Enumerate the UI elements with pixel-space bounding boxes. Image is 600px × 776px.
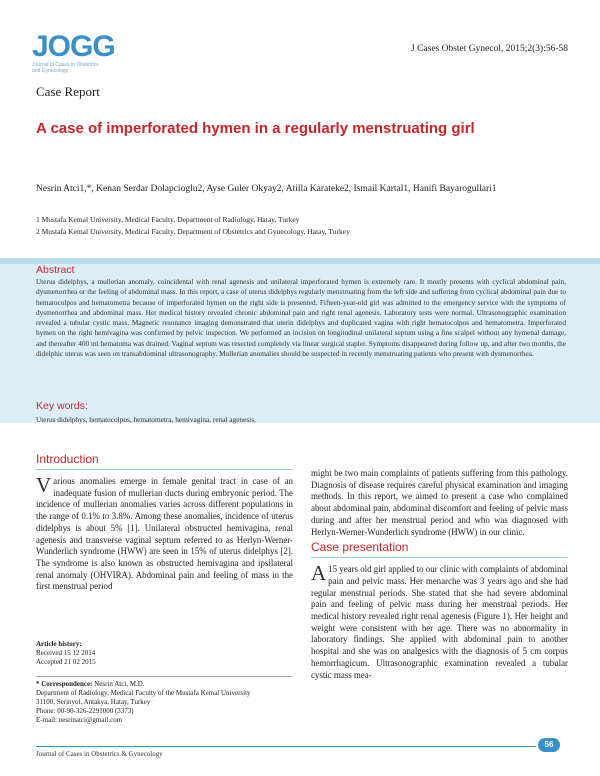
case-presentation-text	[311, 561, 568, 681]
article-type: Case Report	[36, 84, 100, 99]
logo-subtitle: Journal of Cases in Obstetrics and Gynecology	[32, 62, 99, 74]
affiliation-1: 1 Mustafa Kemal University, Medical Faculty, Department of Radiology, Hatay, Turkey	[36, 215, 300, 224]
citation: J Cases Obstet Gynecol, 2015;2(3):56-58	[411, 44, 568, 54]
affiliations	[36, 214, 576, 238]
right-column	[311, 468, 568, 681]
case-presentation-heading: Case presentation	[311, 540, 568, 558]
abstract-box	[0, 258, 600, 423]
introduction-heading: Introduction	[36, 452, 293, 470]
logo-letters: JOGG	[32, 30, 115, 63]
left-column	[36, 452, 293, 593]
authors: Nesrin Atci1,*, Kenan Serdar Dolapcioglu2, Ayse Guler Okyay2, Atilla Karateke2, Ismail Kartal1, Hanifi Bayarogullari1	[36, 184, 497, 194]
case-presentation-body: 15 years old girl applied to our clinic with complaints of abdominal pain and pelvic mass. Her menarche was 3 years ago and she had regular menstrual periods. She stated that she had severe abdominal pain and feeling of pelvic mass during her menstrual periods. Her medical history revealed right renal agenesis (Figure 1). Her height and weight were consistent with her age. There was no abnormality in laboratory findings. She applied with abdominal pain to another hospital and she was on analgesics with the diagnosis of 5 cm corpus hemorrhagicum. Ultrasonographic examination revealed a tubular cystic mass mea-	[311, 564, 568, 680]
keywords-heading: Key words:	[36, 400, 88, 412]
introduction-body: arious anomalies emerge in female genital tract in case of an inadequate fusion of mullerian ducts during embryonic period. The incidence of mullerian anomalies varies across different populations in the range of 0.1% to 3.8%. Among these anomalies, incidence of uterus didelphys is about 5% [1]. Unilateral obstructed hemivagina, renal agenesis and transverse vaginal septum referred to as Herlyn-Werner-Wunderlich syndrome (HWW) are seen in 15% of uterus didelphys [2]. The syndrome is also known as obstructed hemivagina and ipsilateral renal anomaly (OHVIRA). Abdominal pain and feeling of mass in the first menstrual period	[36, 476, 293, 592]
correspondence-email: E-mail: nesrinatci@gmail.com	[36, 716, 123, 724]
history-accepted: Accepted 21 02 2015	[36, 658, 96, 666]
affiliation-2: 2 Mustafa Kemal University, Medical Faculty, Department of Obstetrics and Gynecology, Hatay, Turkey	[36, 227, 350, 236]
introduction-continuation: might be two main complaints of patients suffering from this pathology. Diagnosis of disease requires careful physical examination and imaging methods. In this report, we aimed to present a case who complained about abdominal pain, abdominal discomfort and feeling of pelvic mass during and after her menstrual period and who was diagnosed with Herlyn-Werner-Wunderlich syndrome (HWW) in our clinic.	[311, 468, 568, 537]
abstract-heading: Abstract	[36, 264, 75, 276]
introduction-text	[36, 473, 293, 593]
history-heading: Article history:	[36, 640, 82, 648]
article-title: A case of imperforated hymen in a regularly menstruating girl	[36, 120, 475, 137]
article-history	[36, 640, 293, 667]
keywords-text: Uterus didelphys, hematocolpos, hematometra, hemivagina, renal agenesis.	[36, 415, 256, 424]
case-dropcap: A	[311, 561, 327, 586]
footer-divider	[36, 746, 536, 747]
page-number: 56	[538, 738, 560, 752]
footer-journal: Journal of Cases in Obstetrics & Gynecology	[36, 750, 163, 758]
introduction-dropcap: V	[36, 473, 52, 497]
correspondence-department: Department of Radiology, Medical Faculty of the Mustafa Kemal University	[36, 689, 251, 697]
history-received: Received 15 12 2014	[36, 649, 96, 657]
correspondence-phone: Phone: 00-90-326-2291000 (3373)	[36, 707, 134, 715]
correspondence-label: * Correspondence:	[36, 680, 93, 688]
abstract-text: Uterus didelphys, a mullerian anomaly, coincidental with renal agenesis and unilateral imperforated hymen is extremely rare. It mostly presents with cyclical abdominal pain, dysmenorrhea or the feeling of abdominal mass. In this report, a case of uterus didelphys regularly menstruating from the left side and suffering from cyclical abdominal pain due to hematocolpos and hematometra because of imperforated hymen on the right side is presented. Fifteen-year-old girl was admitted to the emergency service with the symptoms of dysmenorrhea and abdominal mass. Her medical history revealed chronic abdominal pain and right renal agenesis. Laboratory tests were normal. Ultrasonographic examination revealed a tubular cystic mass. Magnetic resonance imaging demonstrated that uterin didelphys and duplicated vagina with right hematocolpos and hematometra. Imperforated hymen on the right hemivagina was confirmed by pelvic inspection. We performed an incision on longitudinal unilateral septum using a fine scalpel without any hymenal damage, and thereafter 400 ml hematoma was drained. Vaginal septum was resected completely via linear surgical stapler. Symptoms disappeared during follow up, and after two months, the didelphic uterus was seen on transabdominal ultrasonography. Mullerian anomalies should be suspected in recently menstruating patients who present with dysmenorrhea.	[36, 277, 566, 359]
journal-logo	[32, 30, 115, 84]
correspondence-name: Nesrin Atci, M.D.	[92, 680, 145, 688]
correspondence-address: 31100, Serinyol, Antakya, Hatay, Turkey	[36, 698, 151, 706]
correspondence	[36, 676, 293, 725]
